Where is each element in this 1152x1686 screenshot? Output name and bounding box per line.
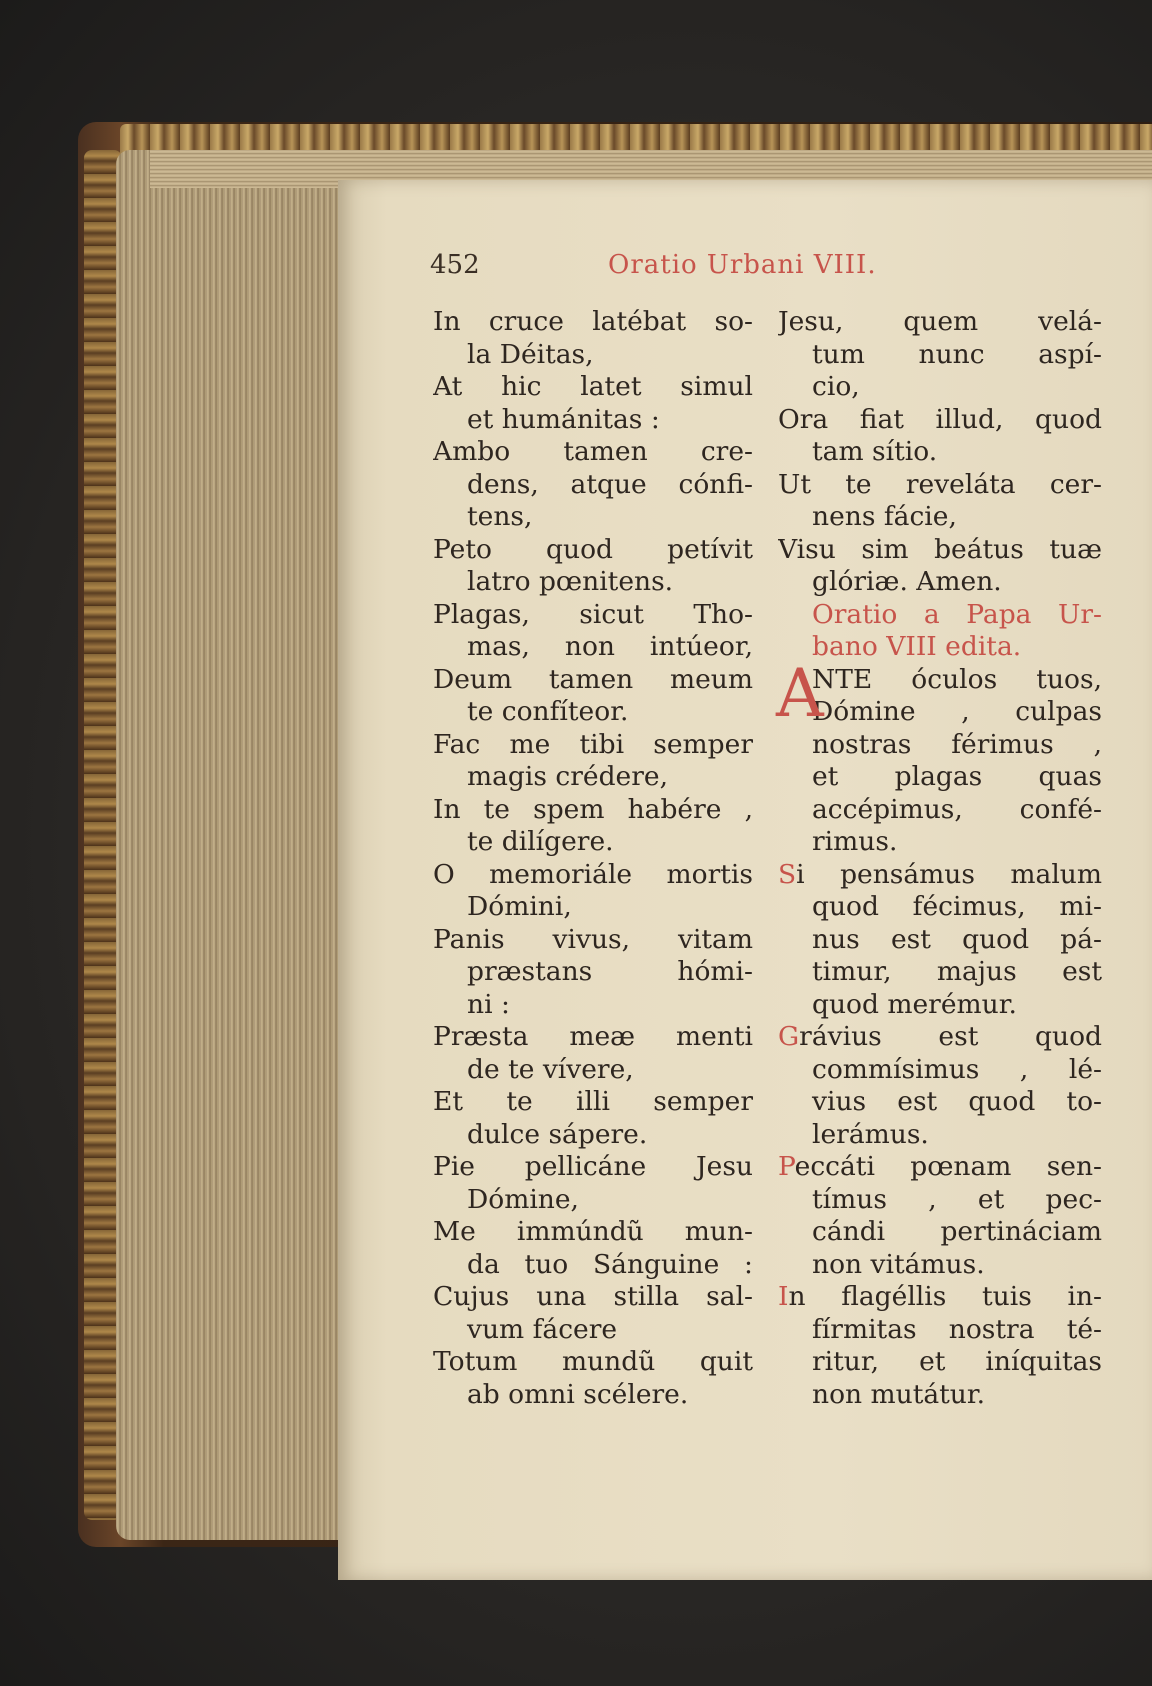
text-line: Ut te reveláta cer- <box>778 468 1102 500</box>
text-line: Dómini, <box>467 891 572 922</box>
text-line <box>778 1021 1102 1054</box>
text-line: Panis vivus, vitam <box>433 923 753 955</box>
text-line: accépimus, confé- <box>812 793 1102 825</box>
text-line: Ora fiat illud, quod <box>778 403 1102 435</box>
running-head <box>430 250 1110 290</box>
text-line: te dilígere. <box>467 826 614 857</box>
text-line: At hic latet simul <box>433 371 753 402</box>
subtitle-line: bano VIII edita. <box>812 631 1022 662</box>
text-line: glóriæ. Amen. <box>812 566 1002 597</box>
text-line: Peto quod petívit <box>433 533 753 565</box>
initial-letter: G <box>778 1021 800 1052</box>
text-line: latro pœnitens. <box>467 566 674 597</box>
subtitle-line: Oratio a Papa Ur- <box>812 598 1102 630</box>
text-line: tens, <box>467 501 533 532</box>
text-line: Plagas, sicut Tho- <box>433 598 753 630</box>
text-line <box>778 859 1102 892</box>
text-line: vum fácere <box>467 1313 618 1345</box>
line-text: n flagéllis tuis in- <box>788 1281 1102 1312</box>
text-line: tum nunc aspí- <box>812 338 1102 370</box>
text-line: non mutátur. <box>812 1378 986 1410</box>
text-line: vius est quod to- <box>812 1086 1102 1117</box>
text-line: Jesu, quem velá- <box>778 306 1102 337</box>
text-line: tímus , et pec- <box>812 1183 1102 1215</box>
text-line: timur, majus est <box>812 956 1102 987</box>
text-line: dens, atque cónfi- <box>467 468 753 500</box>
text-line <box>778 1281 1102 1314</box>
text-line: da tuo Sánguine : <box>467 1248 753 1280</box>
text-line: tam sítio. <box>812 436 938 467</box>
text-line: Visu sim beátus tuæ <box>778 533 1102 565</box>
drop-cap: A <box>776 654 824 732</box>
prayer-opening-lines <box>776 654 1102 859</box>
initial-letter: S <box>778 858 797 890</box>
text-line: quod fécimus, mi- <box>812 891 1102 922</box>
text-line: In te spem habére , <box>433 793 753 825</box>
text-line: NTE óculos tuos, <box>812 663 1102 695</box>
text-line: Dómine , culpas <box>812 696 1102 727</box>
text-line: Fac me tibi semper <box>433 728 753 760</box>
text-line: mas, non intúeor, <box>467 631 753 662</box>
text-line: nens fácie, <box>812 501 957 532</box>
prayer-opening <box>776 654 1102 859</box>
text-line: præstans hómi- <box>467 956 753 987</box>
text-line: de te vívere, <box>467 1053 634 1085</box>
header-title: Oratio Urbani VIII. <box>608 250 877 280</box>
text-line: Totum mundũ quit <box>433 1346 753 1377</box>
text-line <box>778 1151 1102 1184</box>
text-line: Pie pellicáne Jesu <box>433 1151 753 1182</box>
text-line: dulce sápere. <box>467 1118 648 1150</box>
text-line: la Déitas, <box>467 338 594 370</box>
text-line: ritur, et iníquitas <box>812 1346 1102 1377</box>
text-line: Præsta meæ menti <box>433 1021 753 1052</box>
right-column <box>778 306 1102 1411</box>
text-line: Et te illi semper <box>433 1086 753 1117</box>
page-number: 452 <box>430 250 480 280</box>
text-line: Ambo tamen cre- <box>433 436 753 467</box>
text-line: commísimus , lé- <box>812 1053 1102 1085</box>
initial-letter: P <box>778 1151 795 1182</box>
line-text: i pensámus malum <box>796 858 1102 890</box>
text-line: cándi pertináciam <box>812 1216 1102 1247</box>
text-line: et humánitas : <box>467 403 660 435</box>
text-line: magis crédere, <box>467 761 669 792</box>
text-line: Me immúndũ mun- <box>433 1216 753 1247</box>
text-line: Cujus una stilla sal- <box>433 1281 753 1312</box>
text-line: cio, <box>812 371 860 402</box>
hymn-ending <box>778 306 1102 599</box>
text-line: ab omni scélere. <box>467 1378 689 1410</box>
text-line: Deum tamen meum <box>433 663 753 695</box>
prayer-subtitle <box>778 599 1102 664</box>
text-line: ni : <box>467 988 510 1020</box>
text-line: lerámus. <box>812 1118 929 1150</box>
left-column <box>433 306 753 1411</box>
text-line: te confíteor. <box>467 696 629 727</box>
text-line: quod merémur. <box>812 988 1017 1020</box>
page-edges-left <box>116 150 356 1540</box>
text-line: non vitámus. <box>812 1248 985 1280</box>
initial-letter: I <box>778 1281 789 1312</box>
line-text: rávius est quod <box>799 1021 1102 1052</box>
text-line: Dómine, <box>467 1183 579 1215</box>
text-line: fírmitas nostra té- <box>812 1313 1102 1345</box>
text-line: nostras férimus , <box>812 728 1102 760</box>
prayer-paragraphs <box>778 859 1102 1412</box>
line-text: eccáti pœnam sen- <box>794 1151 1102 1182</box>
text-line: O memoriále mortis <box>433 858 753 890</box>
text-line: In cruce latébat so- <box>433 306 753 337</box>
text-line: et plagas quas <box>812 761 1102 792</box>
text-line: rimus. <box>812 826 898 857</box>
text-line: nus est quod pá- <box>812 923 1102 955</box>
